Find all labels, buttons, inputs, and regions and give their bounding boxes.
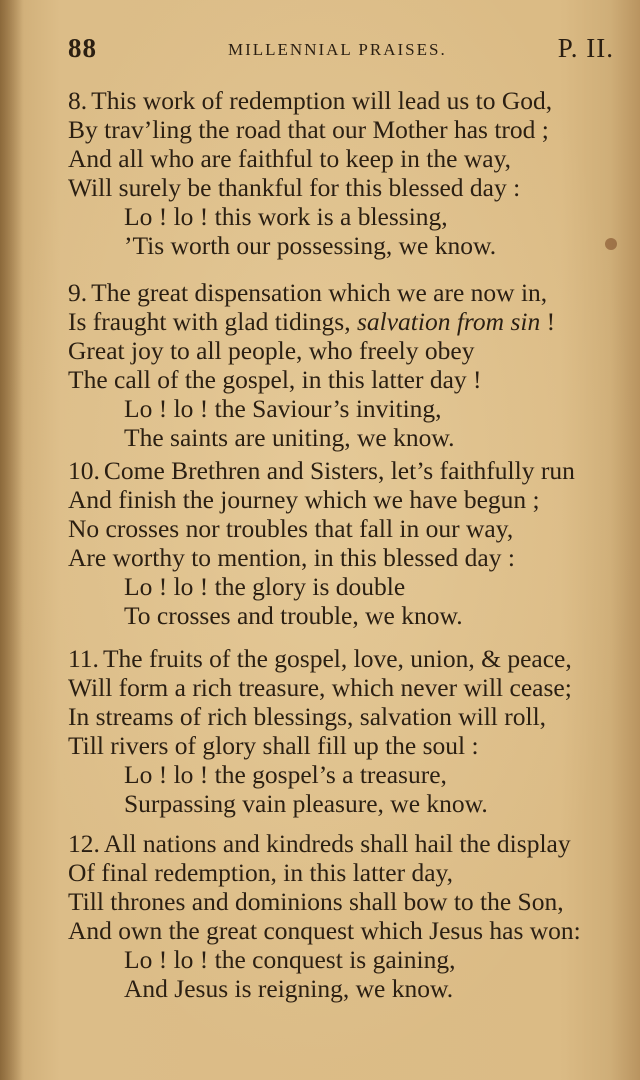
page-gutter-shadow — [0, 0, 24, 1080]
verse-line: 8. This work of redemption will lead us to God, — [68, 86, 553, 115]
italic-phrase: salvation from sin — [356, 307, 541, 336]
stanza-10 — [68, 456, 634, 630]
refrain-line: Lo ! lo ! the glory is double — [124, 572, 406, 601]
verse-line: 12. All nations and kindreds shall hail the display — [68, 829, 571, 858]
verse-line: By trav’ling the road that our Mother has trod ; — [68, 115, 549, 144]
verse-line: Great joy to all people, who freely obey — [68, 336, 475, 365]
verse-line: The call of the gospel, in this latter day ! — [68, 365, 482, 394]
page-number: 88 — [68, 33, 97, 63]
verse-line: Till rivers of glory shall fill up the soul : — [68, 731, 479, 760]
stanza-8 — [68, 86, 634, 260]
verse-line: Will surely be thankful for this blessed day : — [68, 173, 521, 202]
part-label: P. II. — [557, 33, 614, 63]
refrain-line: To crosses and trouble, we know. — [124, 601, 463, 630]
verse-line: Till thrones and dominions shall bow to the Son, — [68, 887, 564, 916]
stanza-number: 12. — [68, 829, 100, 858]
stanza-11 — [68, 644, 634, 818]
refrain-line: Lo ! lo ! the conquest is gaining, — [124, 945, 456, 974]
stanza-9 — [68, 278, 634, 452]
refrain-line: Lo ! lo ! the Saviour’s inviting, — [124, 394, 442, 423]
verse-line: In streams of rich blessings, salvation will roll, — [68, 702, 547, 731]
verse-line: Is fraught with glad tidings, salvation from sin ! — [68, 307, 556, 336]
refrain-line: Lo ! lo ! this work is a blessing, — [124, 202, 448, 231]
running-title: MILLENNIAL PRAISES. — [228, 40, 447, 59]
stanza-number: 11. — [68, 644, 99, 673]
stanza-number: 8. — [68, 86, 88, 115]
refrain-line: ’Tis worth our possessing, we know. — [124, 231, 497, 260]
verse-line: 9. The great dispensation which we are now in, — [68, 278, 548, 307]
stanza-number: 10. — [68, 456, 100, 485]
stanza-12 — [68, 829, 634, 1003]
verse-line: Of final redemption, in this latter day, — [68, 858, 453, 887]
verse-line: And all who are faithful to keep in the way, — [68, 144, 512, 173]
verse-line: Will form a rich treasure, which never will cease; — [68, 673, 572, 702]
verse-line: And finish the journey which we have begun ; — [68, 485, 540, 514]
refrain-line: Lo ! lo ! the gospel’s a treasure, — [124, 760, 447, 789]
verse-line: 10. Come Brethren and Sisters, let’s faithfully run — [68, 456, 575, 485]
running-header — [68, 33, 624, 73]
verse-line: No crosses nor troubles that fall in our way, — [68, 514, 514, 543]
stanza-number: 9. — [68, 278, 88, 307]
refrain-line: The saints are uniting, we know. — [124, 423, 455, 452]
refrain-line: And Jesus is reigning, we know. — [124, 974, 454, 1003]
verse-line: Are worthy to mention, in this blessed day : — [68, 543, 515, 572]
verse-line: And own the great conquest which Jesus has won: — [68, 916, 581, 945]
verse-line: 11. The fruits of the gospel, love, union, & peace, — [68, 644, 572, 673]
refrain-line: Surpassing vain pleasure, we know. — [124, 789, 488, 818]
